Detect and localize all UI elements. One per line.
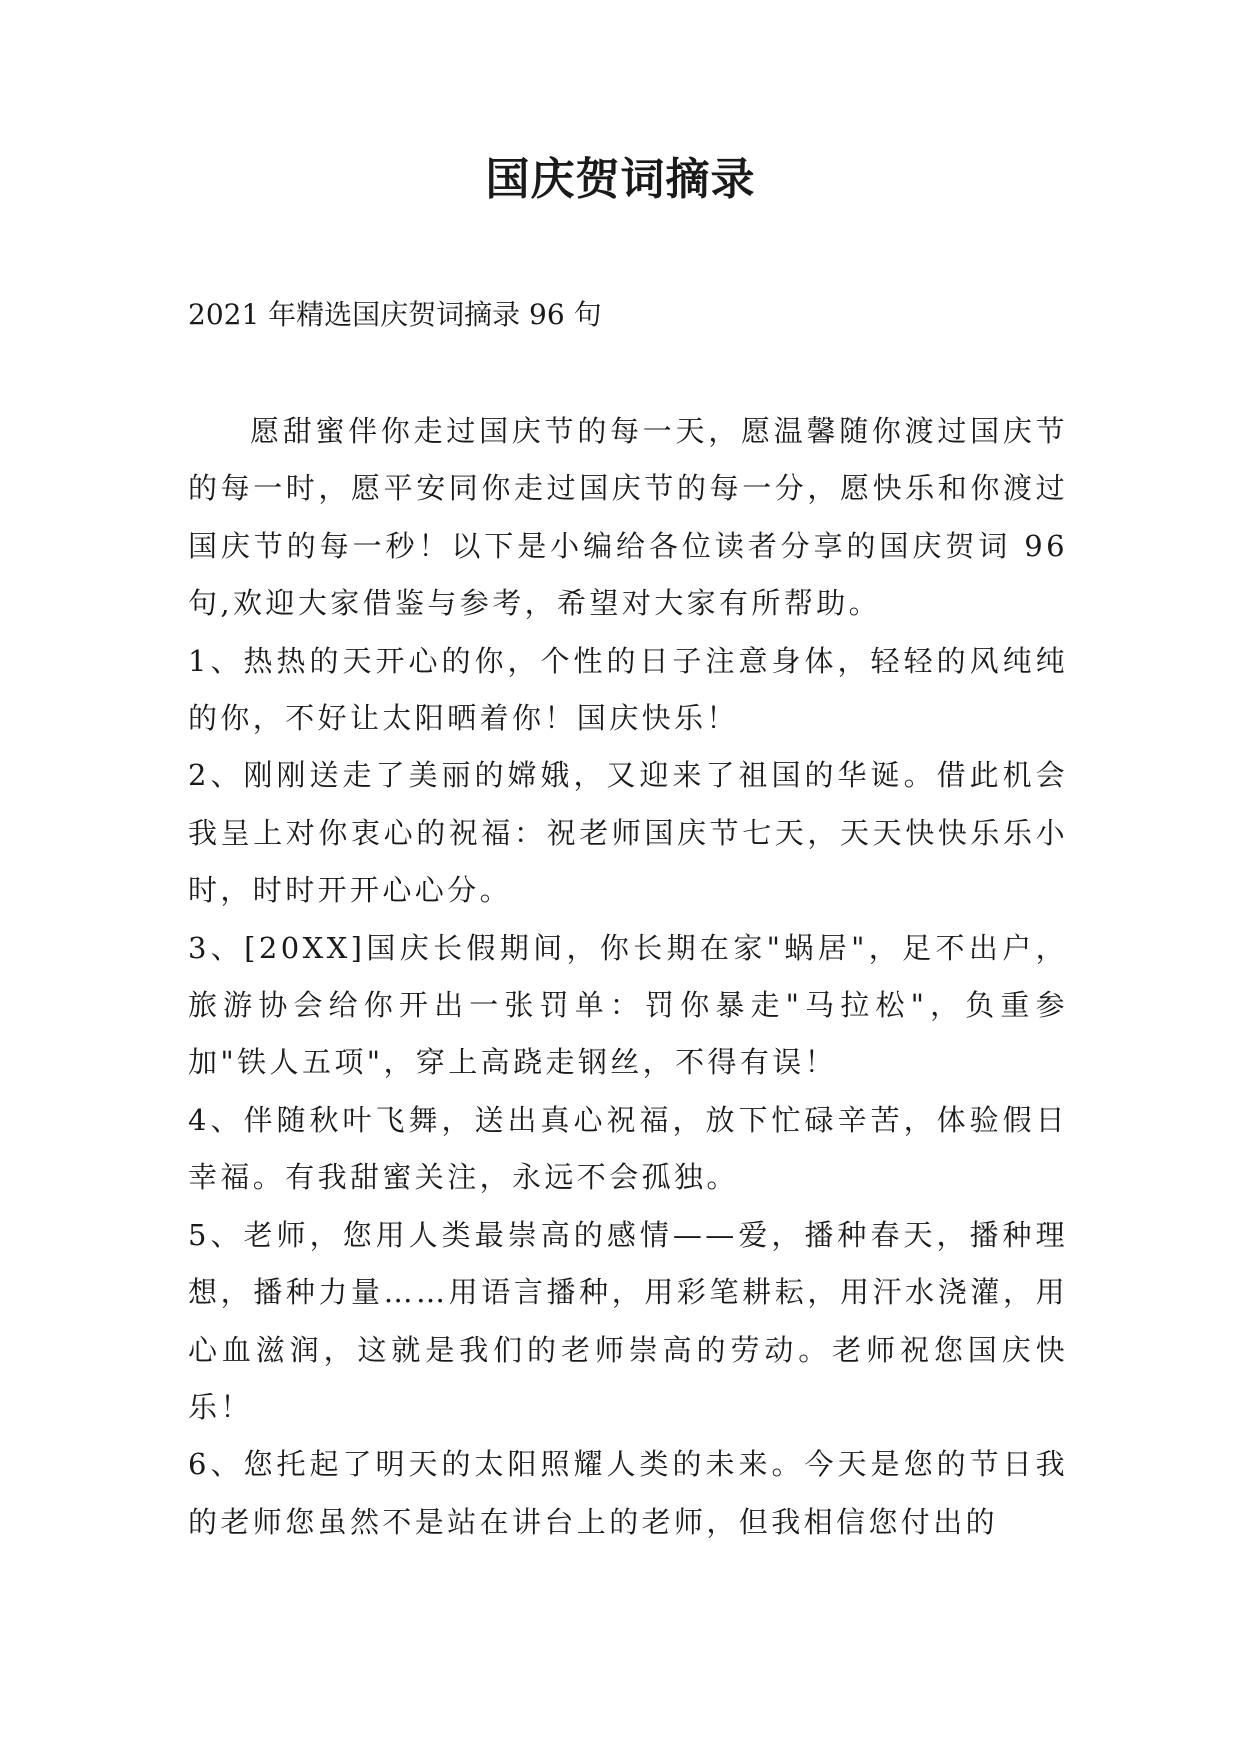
greeting-item-4: 4、伴随秋叶飞舞，送出真心祝福，放下忙碌辛苦，体验假日幸福。有我甜蜜关注，永远不会孤独。 bbox=[188, 1102, 1068, 1195]
intro-paragraph: 愿甜蜜伴你走过国庆节的每一天，愿温馨随你渡过国庆节的每一时，愿平安同你走过国庆节的每一分，愿快乐和你渡过国庆节的每一秒！以下是小编给各位读者分享的国庆贺词 96 句,欢迎大家借鉴与参考，希望对大家有所帮助。 bbox=[188, 414, 1068, 621]
greeting-item-3: 3、[20XX]国庆长假期间，你长期在家"蜗居"，足不出户，旅游协会给你开出一张罚单：罚你暴走"马拉松"，负重参加"铁人五项"，穿上高跷走钢丝，不得有误！ bbox=[188, 930, 1068, 1080]
document-body bbox=[188, 403, 1068, 1551]
greeting-item-1: 1、热热的天开心的你，个性的日子注意身体，轻轻的风纯纯的你，不好让太阳晒着你！国庆快乐！ bbox=[188, 643, 1068, 736]
greeting-item-5: 5、老师，您用人类最崇高的感情——爱，播种春天，播种理想，播种力量……用语言播种，用彩笔耕耘，用汗水浇灌，用心血滋润，这就是我们的老师崇高的劳动。老师祝您国庆快乐！ bbox=[188, 1217, 1068, 1424]
document-subtitle: 2021 年精选国庆贺词摘录 96 句 bbox=[188, 298, 602, 331]
greeting-item-6: 6、您托起了明天的太阳照耀人类的未来。今天是您的节日我的老师您虽然不是站在讲台上的老师，但我相信您付出的 bbox=[188, 1447, 1068, 1539]
document-title: 国庆贺词摘录 bbox=[485, 154, 756, 205]
greeting-item-2: 2、刚刚送走了美丽的嫦娥，又迎来了祖国的华诞。借此机会我呈上对你衷心的祝福：祝老师国庆节七天，天天快快乐乐小时，时时开开心心分。 bbox=[188, 758, 1068, 908]
